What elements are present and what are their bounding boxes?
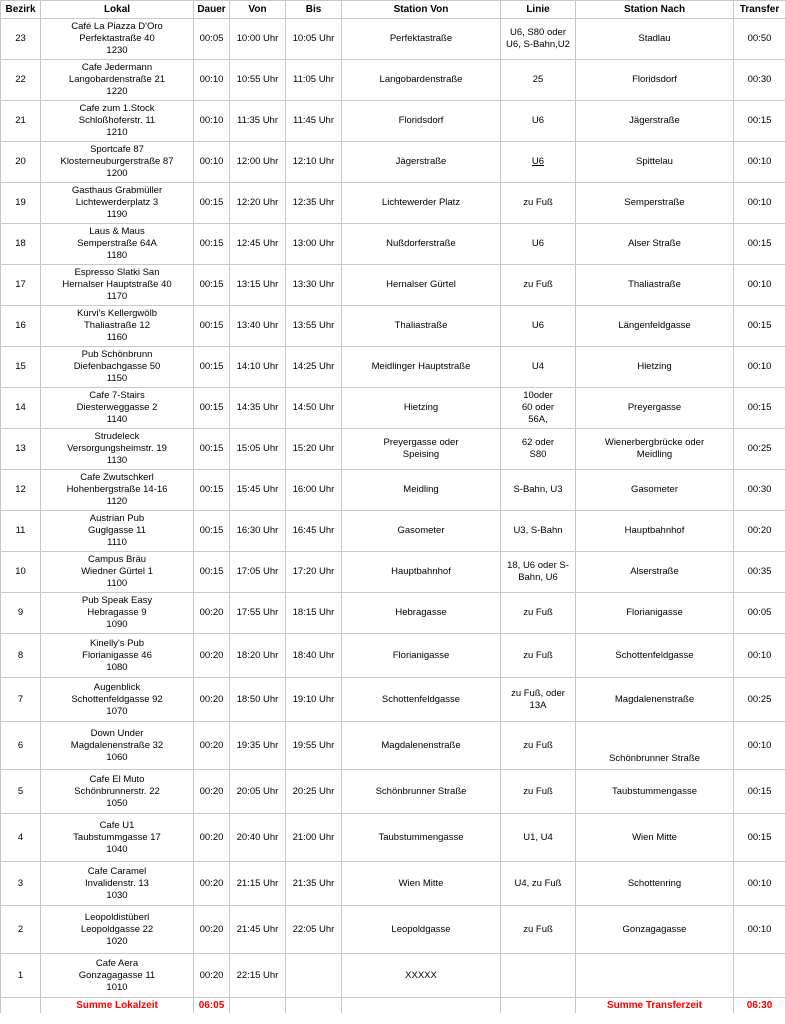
cell-station-von: Perfektastraße (342, 19, 501, 60)
table-row (1, 770, 785, 814)
cell-station-von: Gasometer (342, 511, 501, 552)
cell-bezirk: 1 (1, 954, 41, 998)
cell-bis: 11:45 Uhr (286, 101, 342, 142)
cell-von: 15:05 Uhr (230, 429, 286, 470)
cell-von: 15:45 Uhr (230, 470, 286, 511)
cell-lokal: Gasthaus Grabmüller Lichtewerderplatz 3 1190 (41, 183, 194, 224)
cell-linie: 10oder 60 oder 56A, (501, 388, 576, 429)
cell-linie: U6, S80 oder U6, S-Bahn,U2 (501, 19, 576, 60)
table-row (1, 101, 785, 142)
cell-bezirk: 15 (1, 347, 41, 388)
cell-lokal: Pub Speak Easy Hebragasse 9 1090 (41, 593, 194, 634)
cell-dauer: 00:10 (194, 101, 230, 142)
cell-transfer: 00:15 (734, 814, 785, 862)
cell-station-von: Floridsdorf (342, 101, 501, 142)
cell-dauer: 00:20 (194, 678, 230, 722)
cell-bezirk: 21 (1, 101, 41, 142)
cell-von: 13:40 Uhr (230, 306, 286, 347)
cell-station-nach: Alserstraße (576, 552, 734, 593)
cell-station-nach: Florianigasse (576, 593, 734, 634)
cell-bis: 14:50 Uhr (286, 388, 342, 429)
cell-station-nach: Magdalenenstraße (576, 678, 734, 722)
cell-linie: U4, zu Fuß (501, 862, 576, 906)
cell-linie: 62 oder S80 (501, 429, 576, 470)
cell-von: 12:20 Uhr (230, 183, 286, 224)
cell-dauer: 00:15 (194, 224, 230, 265)
cell-station-von: Langobardenstraße (342, 60, 501, 101)
summe-lokalzeit-value: 06:05 (194, 998, 230, 1014)
cell-von: 18:20 Uhr (230, 634, 286, 678)
cell-lokal: Cafe Zwutschkerl Hohenbergstraße 14-16 1120 (41, 470, 194, 511)
table-row (1, 142, 785, 183)
cell-dauer: 00:20 (194, 862, 230, 906)
cell-transfer: 00:10 (734, 347, 785, 388)
cell-transfer: 00:30 (734, 60, 785, 101)
cell-station-von: XXXXX (342, 954, 501, 998)
cell-bezirk: 14 (1, 388, 41, 429)
cell-von: 17:55 Uhr (230, 593, 286, 634)
cell-von: 21:15 Uhr (230, 862, 286, 906)
cell-linie: S-Bahn, U3 (501, 470, 576, 511)
cell-bezirk: 13 (1, 429, 41, 470)
cell-lokal: Cafe Jedermann Langobardenstraße 21 1220 (41, 60, 194, 101)
cell-bezirk: 22 (1, 60, 41, 101)
cell-dauer: 00:15 (194, 511, 230, 552)
cell-linie: zu Fuß, oder 13A (501, 678, 576, 722)
header-bezirk: Bezirk (1, 1, 41, 19)
cell-bezirk: 2 (1, 906, 41, 954)
table-row (1, 60, 785, 101)
cell-bezirk: 23 (1, 19, 41, 60)
cell-bis: 13:30 Uhr (286, 265, 342, 306)
cell-dauer: 00:15 (194, 347, 230, 388)
cell-bezirk: 10 (1, 552, 41, 593)
cell-linie: U4 (501, 347, 576, 388)
cell-linie (501, 954, 576, 998)
cell-transfer: 00:15 (734, 224, 785, 265)
cell-lokal: Laus & Maus Semperstraße 64A 1180 (41, 224, 194, 265)
cell-linie: U3, S-Bahn (501, 511, 576, 552)
cell-von: 11:35 Uhr (230, 101, 286, 142)
cell-linie: zu Fuß (501, 906, 576, 954)
cell-transfer: 00:10 (734, 634, 785, 678)
cell-lokal: Campus Bräu Wiedner Gürtel 1 1100 (41, 552, 194, 593)
cell-bis: 16:45 Uhr (286, 511, 342, 552)
cell-lokal: Cafe El Muto Schönbrunnerstr. 22 1050 (41, 770, 194, 814)
cell-station-von: Meidlinger Hauptstraße (342, 347, 501, 388)
cell-von: 21:45 Uhr (230, 906, 286, 954)
cell-von: 22:15 Uhr (230, 954, 286, 998)
cell-transfer: 00:10 (734, 265, 785, 306)
cell-von: 19:35 Uhr (230, 722, 286, 770)
table-row (1, 678, 785, 722)
cell-linie: zu Fuß (501, 634, 576, 678)
cell-bis: 12:35 Uhr (286, 183, 342, 224)
cell-lokal: Pub Schönbrunn Diefenbachgasse 50 1150 (41, 347, 194, 388)
cell-dauer: 00:15 (194, 552, 230, 593)
cell-dauer: 00:15 (194, 429, 230, 470)
cell-lokal: Leopoldistüberl Leopoldgasse 22 1020 (41, 906, 194, 954)
header-bis: Bis (286, 1, 342, 19)
cell-von: 16:30 Uhr (230, 511, 286, 552)
cell-linie: zu Fuß (501, 722, 576, 770)
cell-lokal: Cafe 7-Stairs Diesterweggasse 2 1140 (41, 388, 194, 429)
cell-station-nach: Gasometer (576, 470, 734, 511)
cell-transfer: 00:50 (734, 19, 785, 60)
cell-bis: 18:40 Uhr (286, 634, 342, 678)
cell-bis (286, 954, 342, 998)
cell-linie: U6 (501, 101, 576, 142)
cell-dauer: 00:05 (194, 19, 230, 60)
cell-transfer: 00:05 (734, 593, 785, 634)
cell-bis: 11:05 Uhr (286, 60, 342, 101)
cell-dauer: 00:10 (194, 142, 230, 183)
cell-linie: U6 (501, 142, 576, 183)
cell-station-von: Schottenfeldgasse (342, 678, 501, 722)
cell-station-von: Jägerstraße (342, 142, 501, 183)
cell-bezirk: 4 (1, 814, 41, 862)
cell-station-von: Wien Mitte (342, 862, 501, 906)
cell-bezirk: 12 (1, 470, 41, 511)
cell-lokal: Café La Piazza D'Oro Perfektastraße 40 1230 (41, 19, 194, 60)
table-row (1, 183, 785, 224)
cell-von: 20:40 Uhr (230, 814, 286, 862)
cell-station-nach: Schönbrunner Straße (576, 722, 734, 770)
cell-station-nach: Alser Straße (576, 224, 734, 265)
cell-dauer: 00:15 (194, 470, 230, 511)
cell-bezirk: 19 (1, 183, 41, 224)
table-row (1, 470, 785, 511)
cell-transfer: 00:30 (734, 470, 785, 511)
cell-von: 12:45 Uhr (230, 224, 286, 265)
table-row (1, 511, 785, 552)
cell-von: 10:55 Uhr (230, 60, 286, 101)
cell-station-von: Hernalser Gürtel (342, 265, 501, 306)
cell-von: 13:15 Uhr (230, 265, 286, 306)
cell-station-nach: Thaliastraße (576, 265, 734, 306)
cell-station-von: Nußdorferstraße (342, 224, 501, 265)
cell-linie: U1, U4 (501, 814, 576, 862)
cell-station-nach: Jägerstraße (576, 101, 734, 142)
cell-station-nach: Semperstraße (576, 183, 734, 224)
cell-dauer: 00:15 (194, 265, 230, 306)
cell-station-nach (576, 954, 734, 998)
cell-transfer: 00:10 (734, 183, 785, 224)
table-row (1, 722, 785, 770)
header-transfer: Transfer (734, 1, 785, 19)
cell-linie: zu Fuß (501, 770, 576, 814)
cell-station-von: Hietzing (342, 388, 501, 429)
table-row (1, 265, 785, 306)
cell-transfer: 00:15 (734, 388, 785, 429)
cell-bezirk: 6 (1, 722, 41, 770)
header-lokal: Lokal (41, 1, 194, 19)
cell-bis: 13:55 Uhr (286, 306, 342, 347)
cell-linie: U6 (501, 224, 576, 265)
cell-lokal: Strudeleck Versorgungsheimstr. 19 1130 (41, 429, 194, 470)
header-row (1, 1, 785, 19)
cell-station-von: Leopoldgasse (342, 906, 501, 954)
table-row (1, 224, 785, 265)
cell-bis: 19:55 Uhr (286, 722, 342, 770)
cell-bezirk: 17 (1, 265, 41, 306)
cell-transfer: 00:15 (734, 101, 785, 142)
cell-lokal: Cafe Caramel Invalidenstr. 13 1030 (41, 862, 194, 906)
cell-station-nach: Hauptbahnhof (576, 511, 734, 552)
cell-lokal: Cafe U1 Taubstummgasse 17 1040 (41, 814, 194, 862)
cell-bis: 18:15 Uhr (286, 593, 342, 634)
header-station-nach: Station Nach (576, 1, 734, 19)
cell-dauer: 00:10 (194, 60, 230, 101)
cell-von: 14:10 Uhr (230, 347, 286, 388)
cell-von: 20:05 Uhr (230, 770, 286, 814)
cell-bezirk: 16 (1, 306, 41, 347)
summe-lokalzeit-label: Summe Lokalzeit (41, 998, 194, 1014)
cell-station-nach: Längenfeldgasse (576, 306, 734, 347)
cell-station-von: Hebragasse (342, 593, 501, 634)
table-row (1, 906, 785, 954)
summary-row (1, 998, 785, 1014)
cell-von: 10:00 Uhr (230, 19, 286, 60)
header-station-von: Station Von (342, 1, 501, 19)
table-row (1, 862, 785, 906)
cell-lokal: Kurvi's Kellergwölb Thaliastraße 12 1160 (41, 306, 194, 347)
cell-dauer: 00:20 (194, 814, 230, 862)
cell-station-nach: Hietzing (576, 347, 734, 388)
cell-station-nach: Wienerbergbrücke oder Meidling (576, 429, 734, 470)
cell-station-von: Hauptbahnhof (342, 552, 501, 593)
cell-bis: 21:00 Uhr (286, 814, 342, 862)
summe-transferzeit-label: Summe Transferzeit (576, 998, 734, 1014)
table-row (1, 429, 785, 470)
cell-bezirk: 9 (1, 593, 41, 634)
cell-transfer: 00:10 (734, 722, 785, 770)
cell-station-nach: Stadlau (576, 19, 734, 60)
header-von: Von (230, 1, 286, 19)
cell-station-nach: Gonzagagasse (576, 906, 734, 954)
cell-station-nach: Schottenfeldgasse (576, 634, 734, 678)
cell-von: 12:00 Uhr (230, 142, 286, 183)
cell-linie: zu Fuß (501, 183, 576, 224)
cell-station-von: Meidling (342, 470, 501, 511)
cell-lokal: Kinelly's Pub Florianigasse 46 1080 (41, 634, 194, 678)
cell-transfer: 00:25 (734, 678, 785, 722)
cell-station-nach: Spittelau (576, 142, 734, 183)
cell-station-nach: Taubstummengasse (576, 770, 734, 814)
cell-bis: 21:35 Uhr (286, 862, 342, 906)
cell-bis: 13:00 Uhr (286, 224, 342, 265)
table-row (1, 19, 785, 60)
cell-dauer: 00:20 (194, 634, 230, 678)
cell-bis: 22:05 Uhr (286, 906, 342, 954)
cell-station-von: Schönbrunner Straße (342, 770, 501, 814)
cell-dauer: 00:15 (194, 306, 230, 347)
cell-transfer (734, 954, 785, 998)
cell-bis: 15:20 Uhr (286, 429, 342, 470)
cell-station-nach: Preyergasse (576, 388, 734, 429)
cell-dauer: 00:20 (194, 954, 230, 998)
cell-linie: 25 (501, 60, 576, 101)
header-linie: Linie (501, 1, 576, 19)
cell-linie: zu Fuß (501, 593, 576, 634)
cell-dauer: 00:15 (194, 183, 230, 224)
cell-bis: 12:10 Uhr (286, 142, 342, 183)
header-dauer: Dauer (194, 1, 230, 19)
cell-bis: 20:25 Uhr (286, 770, 342, 814)
cell-lokal: Augenblick Schottenfeldgasse 92 1070 (41, 678, 194, 722)
cell-lokal: Espresso Slatki San Hernalser Hauptstraße 40 1170 (41, 265, 194, 306)
table-row (1, 593, 785, 634)
table-row (1, 634, 785, 678)
cell-von: 17:05 Uhr (230, 552, 286, 593)
table-row (1, 306, 785, 347)
cell-bezirk: 8 (1, 634, 41, 678)
cell-transfer: 00:10 (734, 906, 785, 954)
cell-bezirk: 11 (1, 511, 41, 552)
cell-station-von: Thaliastraße (342, 306, 501, 347)
cell-dauer: 00:20 (194, 906, 230, 954)
cell-bezirk: 7 (1, 678, 41, 722)
cell-transfer: 00:10 (734, 862, 785, 906)
cell-dauer: 00:20 (194, 722, 230, 770)
cell-transfer: 00:15 (734, 770, 785, 814)
cell-dauer: 00:20 (194, 770, 230, 814)
cell-transfer: 00:25 (734, 429, 785, 470)
table-row (1, 347, 785, 388)
cell-station-von: Lichtewerder Platz (342, 183, 501, 224)
table-row (1, 388, 785, 429)
cell-linie: zu Fuß (501, 265, 576, 306)
cell-lokal: Austrian Pub Guglgasse 11 1110 (41, 511, 194, 552)
cell-linie: U6 (501, 306, 576, 347)
cell-bezirk: 3 (1, 862, 41, 906)
cell-bis: 16:00 Uhr (286, 470, 342, 511)
cell-transfer: 00:35 (734, 552, 785, 593)
cell-station-nach: Schottenring (576, 862, 734, 906)
cell-lokal: Cafe Aera Gonzagagasse 11 1010 (41, 954, 194, 998)
table-row (1, 954, 785, 998)
cell-von: 18:50 Uhr (230, 678, 286, 722)
cell-lokal: Down Under Magdalenenstraße 32 1060 (41, 722, 194, 770)
summe-transferzeit-value: 06:30 (734, 998, 785, 1014)
cell-lokal: Sportcafe 87 Klosterneuburgerstraße 87 1200 (41, 142, 194, 183)
cell-station-nach: Wien Mitte (576, 814, 734, 862)
cell-bis: 14:25 Uhr (286, 347, 342, 388)
cell-station-von: Florianigasse (342, 634, 501, 678)
cell-bis: 17:20 Uhr (286, 552, 342, 593)
cell-linie: 18, U6 oder S- Bahn, U6 (501, 552, 576, 593)
cell-dauer: 00:20 (194, 593, 230, 634)
cell-bezirk: 20 (1, 142, 41, 183)
cell-transfer: 00:20 (734, 511, 785, 552)
table-row (1, 814, 785, 862)
cell-station-von: Preyergasse oder Speising (342, 429, 501, 470)
cell-station-von: Magdalenenstraße (342, 722, 501, 770)
cell-dauer: 00:15 (194, 388, 230, 429)
cell-station-nach: Floridsdorf (576, 60, 734, 101)
cell-von: 14:35 Uhr (230, 388, 286, 429)
cell-station-von: Taubstummengasse (342, 814, 501, 862)
cell-bis: 19:10 Uhr (286, 678, 342, 722)
cell-bezirk: 18 (1, 224, 41, 265)
cell-bezirk: 5 (1, 770, 41, 814)
cell-transfer: 00:10 (734, 142, 785, 183)
table-row (1, 552, 785, 593)
cell-transfer: 00:15 (734, 306, 785, 347)
cell-lokal: Cafe zum 1.Stock Schloßhoferstr. 11 1210 (41, 101, 194, 142)
cell-bis: 10:05 Uhr (286, 19, 342, 60)
